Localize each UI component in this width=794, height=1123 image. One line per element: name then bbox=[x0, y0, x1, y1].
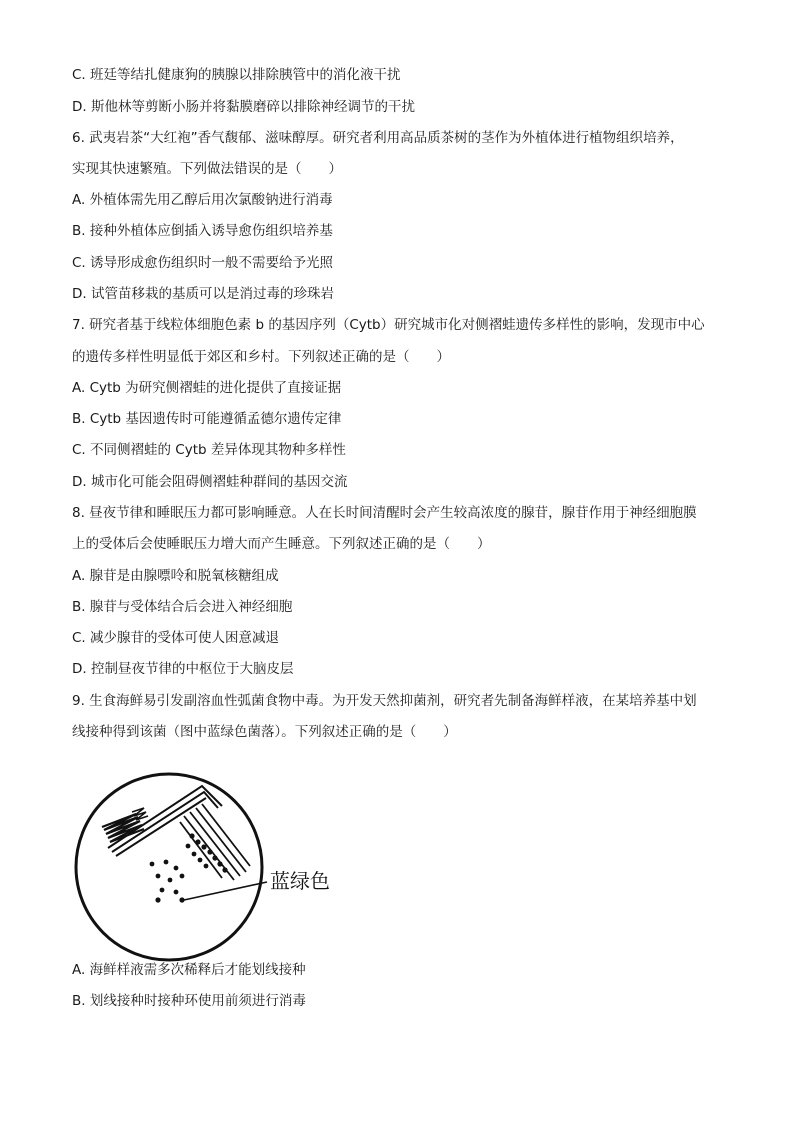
q6-option-b: B. 接种外植体应倒插入诱导愈伤组织培养基 bbox=[72, 223, 333, 239]
q7-option-b: B. Cytb 基因遗传时可能遵循孟德尔遗传定律 bbox=[72, 411, 342, 427]
q8-option-b: B. 腺苷与受体结合后会进入神经细胞 bbox=[72, 599, 293, 615]
q7-option-c: C. 不同侧褶蛙的 Cytb 差异体现其物种多样性 bbox=[72, 442, 346, 458]
petri-dish-figure bbox=[72, 772, 352, 962]
q9-option-a: A. 海鲜样液需多次稀释后才能划线接种 bbox=[72, 962, 306, 978]
figure-label-blue-green: 蓝绿色 bbox=[270, 869, 330, 893]
q6-stem-line-2: 实现其快速繁殖。下列做法错误的是（ ） bbox=[72, 161, 342, 177]
q8-option-c: C. 减少腺苷的受体可使人困意减退 bbox=[72, 630, 280, 646]
q7-option-a: A. Cytb 为研究侧褶蛙的进化提供了直接证据 bbox=[72, 380, 342, 396]
label-pointer-line bbox=[184, 882, 267, 900]
q9-option-b: B. 划线接种时接种环使用前须进行消毒 bbox=[72, 993, 306, 1009]
q6-stem-line-1: 6. 武夷岩茶“大红袍”香气馥郁、滋味醇厚。研究者利用高品质茶树的茎作为外植体进行植物组织培养， bbox=[72, 130, 684, 146]
q7-stem-line-1: 7. 研究者基于线粒体细胞色素 b 的基因序列（Cytb）研究城市化对侧褶蛙遗传多样性的影响，发现市中心 bbox=[72, 317, 705, 333]
petri-dish-illustration bbox=[72, 772, 352, 962]
q7-option-d: D. 城市化可能会阻碍侧褶蛙种群间的基因交流 bbox=[72, 474, 348, 490]
q8-stem-line-2: 上的受体后会使睡眠压力增大而产生睡意。下列叙述正确的是（ ） bbox=[72, 536, 491, 552]
q8-option-a: A. 腺苷是由腺嘌呤和脱氧核糖组成 bbox=[72, 568, 279, 584]
streak-line-3 bbox=[180, 804, 250, 880]
q5-option-c: C. 班廷等结扎健康狗的胰腺以排除胰管中的消化液干扰 bbox=[72, 67, 401, 83]
q9-stem-line-2: 线接种得到该菌（图中蓝绿色菌落）。下列叙述正确的是（ ） bbox=[72, 724, 457, 740]
q8-stem-line-1: 8. 昼夜节律和睡眠压力都可影响睡意。人在长时间清醒时会产生较高浓度的腺苷，腺苷作用于神经细胞膜 bbox=[72, 505, 697, 521]
q6-option-a: A. 外植体需先用乙醇后用次氯酸钠进行消毒 bbox=[72, 192, 333, 208]
q6-option-d: D. 试管苗移栽的基质可以是消过毒的珍珠岩 bbox=[72, 286, 334, 302]
q6-option-c: C. 诱导形成愈伤组织时一般不需要给予光照 bbox=[72, 255, 334, 271]
q9-stem-line-1: 9. 生食海鲜易引发副溶血性弧菌食物中毒。为开发天然抑菌剂，研究者先制备海鲜样液，在某培养基中划 bbox=[72, 693, 697, 709]
q5-option-d: D. 斯他林等剪断小肠并将黏膜磨碎以排除神经调节的干扰 bbox=[72, 99, 415, 115]
q8-option-d: D. 控制昼夜节律的中枢位于大脑皮层 bbox=[72, 661, 294, 677]
q7-stem-line-2: 的遗传多样性明显低于郊区和乡村。下列叙述正确的是（ ） bbox=[72, 349, 450, 365]
